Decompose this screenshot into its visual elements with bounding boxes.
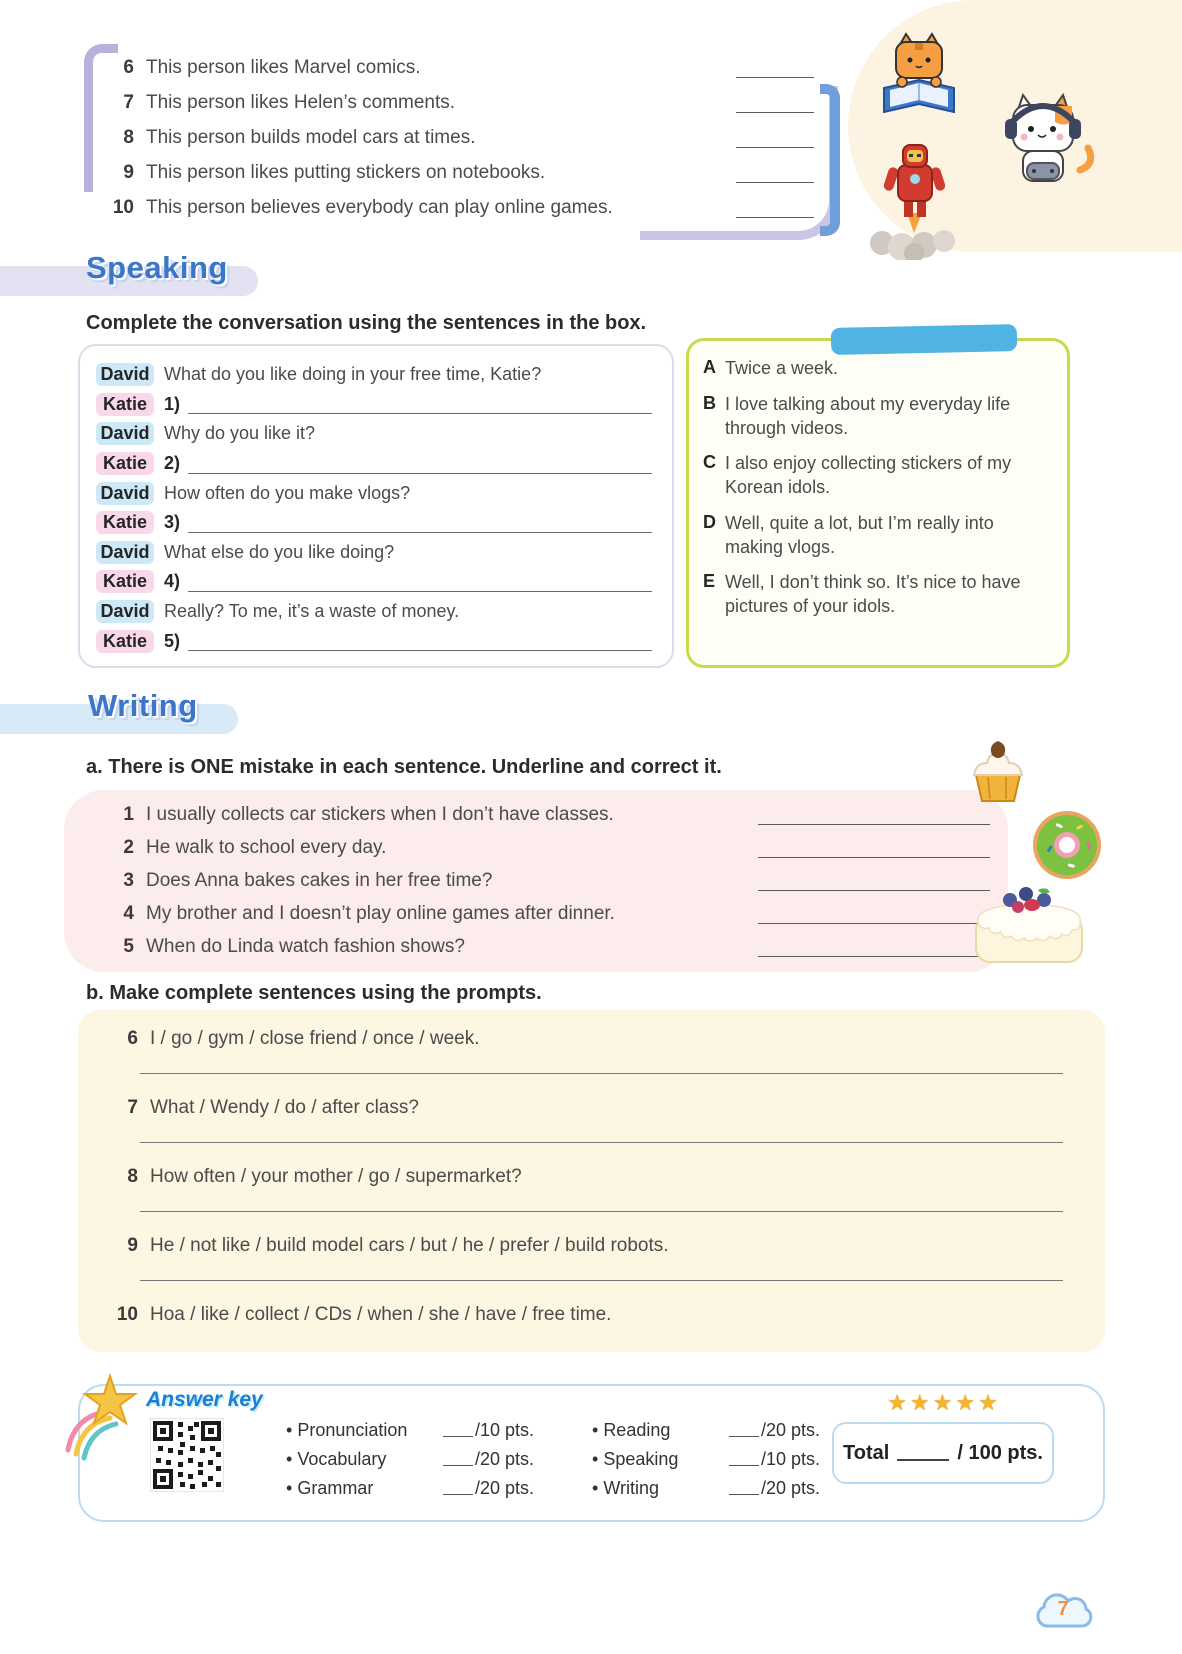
score-column-left bbox=[286, 1412, 534, 1499]
score-row bbox=[286, 1470, 534, 1499]
dialogue-text: How often do you make vlogs? bbox=[164, 482, 411, 503]
item-text: When do Linda watch fashion shows? bbox=[146, 935, 465, 957]
item-number: 2 bbox=[123, 836, 134, 858]
blank-number: 4) bbox=[164, 571, 181, 592]
option-letter: A bbox=[703, 357, 716, 377]
score-label: • Speaking bbox=[592, 1449, 729, 1470]
blank-number: 2) bbox=[164, 453, 181, 474]
item-number: 1 bbox=[123, 803, 134, 825]
item-text: Hoa / like / collect / CDs / when / she / have / free time. bbox=[150, 1304, 612, 1325]
option-text: I also enjoy collecting stickers of my Korean idols. bbox=[725, 453, 1012, 497]
item-text: What / Wendy / do / after class? bbox=[150, 1097, 419, 1118]
score-blank[interactable] bbox=[729, 1465, 759, 1466]
answer-blank[interactable] bbox=[736, 182, 814, 183]
option-item bbox=[703, 512, 1053, 560]
speaker-label: David bbox=[96, 541, 154, 564]
item-text: This person believes everybody can play online games. bbox=[146, 196, 613, 218]
list-item bbox=[100, 50, 860, 85]
highlight-scribble bbox=[831, 324, 1018, 355]
score-label: • Vocabulary bbox=[286, 1449, 443, 1470]
score-points: /20 pts. bbox=[474, 1478, 534, 1498]
cat-headphones-icon bbox=[985, 85, 1100, 205]
writing-b-instruction: b. Make complete sentences using the prompts. bbox=[86, 982, 542, 1004]
answer-blank[interactable] bbox=[188, 572, 652, 592]
answer-blank[interactable] bbox=[188, 513, 652, 533]
score-blank[interactable] bbox=[443, 1436, 473, 1437]
speaker-label: David bbox=[96, 482, 154, 505]
answer-blank[interactable] bbox=[188, 454, 652, 474]
option-letter: B bbox=[703, 392, 716, 413]
prompt-item bbox=[108, 1302, 1075, 1328]
answer-blank[interactable] bbox=[758, 857, 990, 858]
conversation-box bbox=[78, 344, 674, 668]
score-label: • Reading bbox=[592, 1420, 729, 1441]
dialogue-row bbox=[96, 390, 656, 420]
answer-blank[interactable] bbox=[140, 1073, 1063, 1074]
qr-code bbox=[150, 1418, 224, 1492]
item-text: He / not like / build model cars / but / he / prefer / build robots. bbox=[150, 1235, 669, 1256]
option-item bbox=[703, 571, 1053, 619]
dialogue-row bbox=[96, 626, 656, 656]
cake-icon bbox=[968, 878, 1090, 972]
option-text: I love talking about my everyday life through videos. bbox=[725, 393, 1011, 438]
answer-blank[interactable] bbox=[736, 217, 814, 218]
options-box bbox=[686, 338, 1070, 668]
score-points: /20 pts. bbox=[760, 1478, 820, 1498]
shooting-star-icon bbox=[48, 1370, 148, 1470]
answer-blank[interactable] bbox=[758, 890, 990, 891]
total-blank[interactable] bbox=[897, 1459, 949, 1461]
list-item bbox=[100, 864, 1020, 897]
blank-number: 1) bbox=[164, 393, 181, 414]
prompt-item bbox=[108, 1164, 1075, 1212]
option-text: Well, quite a lot, but I’m really into making vlogs. bbox=[725, 512, 994, 557]
item-text: How often / your mother / go / supermarket? bbox=[150, 1166, 522, 1187]
dialogue-text: Why do you like it? bbox=[164, 423, 316, 444]
score-label: • Pronunciation bbox=[286, 1420, 443, 1441]
option-letter: C bbox=[703, 452, 716, 473]
score-label: • Writing bbox=[592, 1478, 729, 1499]
item-text: This person builds model cars at times. bbox=[146, 126, 476, 148]
item-text: This person likes putting stickers on notebooks. bbox=[146, 161, 546, 183]
item-text: Does Anna bakes cakes in her free time? bbox=[146, 869, 493, 891]
speaker-label: Katie bbox=[96, 393, 154, 416]
item-number: 8 bbox=[123, 126, 134, 148]
score-row bbox=[286, 1441, 534, 1470]
prompt-item bbox=[108, 1026, 1075, 1074]
speaker-label: Katie bbox=[96, 630, 154, 653]
part-b-box bbox=[78, 1010, 1105, 1352]
option-item bbox=[703, 393, 1053, 441]
writing-a-instruction: a. There is ONE mistake in each sentence. Underline and correct it. bbox=[86, 756, 722, 778]
speaker-label: David bbox=[96, 422, 154, 445]
score-row bbox=[592, 1412, 820, 1441]
list-item bbox=[100, 831, 1020, 864]
dialogue-row bbox=[96, 478, 656, 508]
item-text: I / go / gym / close friend / once / week. bbox=[150, 1028, 480, 1049]
cupcake-icon bbox=[962, 735, 1034, 807]
speaker-label: Katie bbox=[96, 570, 154, 593]
prompt-item bbox=[108, 1095, 1075, 1143]
total-suffix: / 100 pts. bbox=[957, 1441, 1043, 1464]
item-text: He walk to school every day. bbox=[146, 836, 387, 858]
speaking-title: Speaking bbox=[86, 250, 228, 285]
item-text: This person likes Marvel comics. bbox=[146, 56, 421, 78]
list-item bbox=[100, 85, 860, 120]
score-points: /20 pts. bbox=[760, 1420, 820, 1440]
dialogue-row bbox=[96, 597, 656, 627]
item-number: 5 bbox=[123, 935, 134, 957]
writing-a-items bbox=[100, 798, 1020, 963]
dialogue-row bbox=[96, 567, 656, 597]
score-label: • Grammar bbox=[286, 1478, 443, 1499]
item-number: 7 bbox=[123, 91, 134, 113]
page-number: 7 bbox=[1057, 1598, 1069, 1620]
total-label: Total bbox=[843, 1441, 890, 1464]
item-number: 3 bbox=[123, 869, 134, 891]
list-item bbox=[100, 155, 860, 190]
dialogue-text: What else do you like doing? bbox=[164, 541, 395, 562]
blank-number: 5) bbox=[164, 630, 181, 651]
option-item bbox=[703, 357, 1053, 381]
speaker-label: Katie bbox=[96, 511, 154, 534]
list-item bbox=[100, 930, 1020, 963]
list-item bbox=[100, 190, 860, 225]
score-points: /10 pts. bbox=[760, 1449, 820, 1469]
answer-blank[interactable] bbox=[140, 1142, 1063, 1143]
option-letter: E bbox=[703, 571, 716, 592]
writing-title: Writing bbox=[88, 688, 198, 723]
item-text: I usually collects car stickers when I don’t have classes. bbox=[146, 803, 614, 825]
speaker-label: Katie bbox=[96, 452, 154, 475]
dialogue-text: What do you like doing in your free time, Katie? bbox=[164, 364, 542, 385]
score-row bbox=[286, 1412, 534, 1441]
score-points: /20 pts. bbox=[474, 1449, 534, 1469]
speaker-label: David bbox=[96, 600, 154, 623]
answer-blank[interactable] bbox=[758, 923, 990, 924]
option-item bbox=[703, 452, 1053, 500]
item-number: 9 bbox=[123, 161, 134, 183]
answer-blank[interactable] bbox=[188, 631, 652, 651]
score-points: /10 pts. bbox=[474, 1420, 534, 1440]
rocket-figure-icon bbox=[862, 135, 967, 260]
speaking-instruction: Complete the conversation using the sentences in the box. bbox=[86, 312, 647, 334]
item-number: 6 bbox=[127, 1028, 138, 1049]
answer-key-label: Answer key bbox=[146, 1388, 263, 1411]
answer-blank[interactable] bbox=[758, 956, 990, 957]
rating-stars: ★★★★★ bbox=[887, 1390, 1001, 1415]
answer-blank[interactable] bbox=[188, 394, 652, 414]
answer-blank[interactable] bbox=[736, 147, 814, 148]
blank-number: 3) bbox=[164, 512, 181, 533]
answer-blank[interactable] bbox=[140, 1211, 1063, 1212]
option-text: Twice a week. bbox=[725, 358, 839, 378]
list-item bbox=[100, 798, 1020, 831]
score-column-right bbox=[592, 1412, 820, 1499]
listening-items bbox=[100, 50, 860, 225]
answer-blank[interactable] bbox=[140, 1280, 1063, 1281]
score-row bbox=[592, 1441, 820, 1470]
donut-icon bbox=[1028, 806, 1106, 884]
option-text: Well, I don’t think so. It’s nice to have pictures of your idols. bbox=[725, 572, 1021, 616]
answer-blank[interactable] bbox=[758, 824, 990, 825]
list-item bbox=[100, 897, 1020, 930]
answer-blank[interactable] bbox=[736, 112, 814, 113]
prompt-item bbox=[108, 1233, 1075, 1281]
total-score-box bbox=[832, 1422, 1054, 1484]
score-row bbox=[592, 1470, 820, 1499]
score-blank[interactable] bbox=[443, 1465, 473, 1466]
item-number: 6 bbox=[123, 56, 134, 78]
speaker-label: David bbox=[96, 363, 154, 386]
score-blank[interactable] bbox=[729, 1494, 759, 1495]
item-number: 7 bbox=[127, 1097, 138, 1118]
answer-blank[interactable] bbox=[736, 77, 814, 78]
score-blank[interactable] bbox=[729, 1436, 759, 1437]
item-number: 9 bbox=[127, 1235, 138, 1256]
option-letter: D bbox=[703, 511, 716, 532]
dialogue-row bbox=[96, 449, 656, 479]
dialogue-row bbox=[96, 360, 656, 390]
item-number: 4 bbox=[123, 902, 134, 924]
item-text: My brother and I doesn’t play online games after dinner. bbox=[146, 902, 615, 924]
item-number: 10 bbox=[116, 1304, 138, 1325]
item-number: 8 bbox=[127, 1166, 138, 1187]
dialogue-row bbox=[96, 508, 656, 538]
item-number: 10 bbox=[112, 196, 134, 218]
dialogue-text: Really? To me, it’s a waste of money. bbox=[164, 601, 460, 622]
score-blank[interactable] bbox=[443, 1494, 473, 1495]
item-text: This person likes Helen’s comments. bbox=[146, 91, 456, 113]
dialogue-row bbox=[96, 419, 656, 449]
dialogue-row bbox=[96, 538, 656, 568]
list-item bbox=[100, 120, 860, 155]
cat-reading-icon bbox=[872, 30, 967, 125]
